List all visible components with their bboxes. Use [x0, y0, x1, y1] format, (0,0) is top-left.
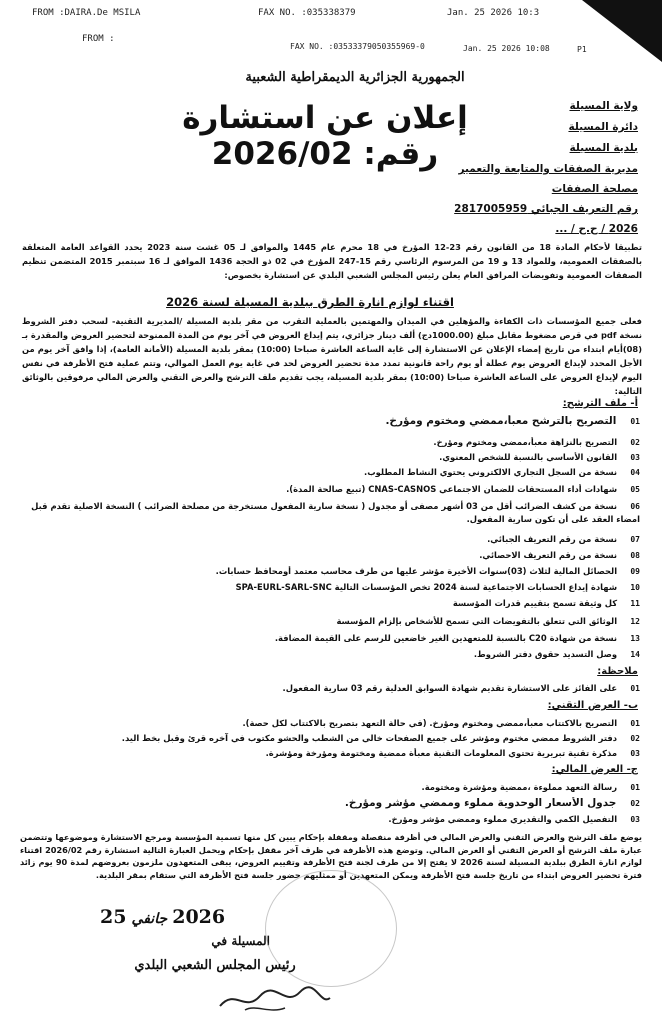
item-text: نسخة من شهادة C20 بالنسبة للمتعهدين الغير خاضعين للرسم على القيمة المضافة.	[274, 633, 618, 643]
header-directorate: مديرية الصفقات والمتابعة والتعمير	[458, 163, 638, 175]
submission-paragraph: يوضع ملف الترشح والعرض التقني والعرض المالي في أظرفة منفصلة ومقفلة بإحكام يبين كل منها تسمية المؤسسة ومرجع الاستشارة وموضوعها وتتضمن عبارة ملف الترشح أو العرض التقني أو العرض المالي. وتوضع هذه الأظرفة في ظرف آخر مقفل بإحكام ويحمل العبارة التالية استشارة رقم 2026/02 اقتناء لوازم انارة الطرق ببلدية المسيلة لسنة 2026 لا يفتح إلا من طرف لجنة فتح الأظرفة وتقييم العروض، يبقى المتعهدون ملزمون بعروضهم لمدة 90 يوم زائد فترة تحضير العروض ابتداء من تاريخ جلسة فتح الأظرفة ويمكن المتعهدين أو ممثليهم حضور جلسة فتح الأظرفة التي ستقام بمقر البلدية.	[20, 832, 642, 880]
item-number: 10	[630, 583, 640, 592]
header-service: مصلحة الصفقات	[551, 183, 638, 195]
list-item	[22, 683, 640, 693]
section-candidacy-title: أ- ملف الترشح:	[562, 398, 638, 409]
intro-paragraph: تطبيقا لأحكام المادة 18 من القانون رقم 23-12 المؤرخ في 18 محرم عام 1445 والموافق لـ 05 غشت سنة 2023 يحدد القواعد العامة المتعلقة بالصفقات العمومية، وللمواد 13 و 19 من المرسوم الرئاسي رقم 15-247 المؤرخ في 02 ذو الحجة 1436 الموافق لـ 16 سبتمبر 2015 المتضمن تنظيم الصفقات العمومية وتفويضات المرافق العام يعلن رئيس المجلس الشعبي البلدي عن استشارة بخصوص:	[22, 242, 642, 280]
section-technical-title: ب- العرض التقني:	[547, 700, 638, 711]
list-item	[22, 797, 640, 809]
item-number: 09	[630, 567, 640, 576]
list-item	[22, 566, 640, 576]
date-place: المسيلة في	[211, 934, 270, 948]
note-title: ملاحظة:	[597, 666, 638, 677]
list-item	[22, 415, 640, 427]
consultation-subject: اقتناء لوازم انارة الطرق ببلدية المسيلة لسنة 2026	[166, 295, 454, 309]
item-text: التصريح بالاكتتاب معبأ،ممضي ومختوم ومؤرخ. (في حالة التعهد بتصريح بالاكتتاب لكل حصة).	[242, 718, 618, 728]
item-number: 11	[630, 599, 640, 608]
list-item	[22, 814, 640, 824]
item-text: التفصيل الكمي والتقديري مملوء وممضي مؤشر ومؤرخ.	[388, 814, 618, 824]
body-paragraph: فعلى جميع المؤسسات ذات الكفاءة والمؤهلين في الميدان والمهتمين بالعملية التقرب من مقر بلدية المسيلة /المديرية التقنية- لسحب دفتر الشروط نسخة pdf في قرص مضغوط مقابل مبلغ (1000.00دج) ألف دينار جزائري، يتم إيداع العروض في آخر يوم من المدة الممنوحة لتحضير العروض والمقدرة بـ (08)أيام ابتداء من تاريخ إمضاء الإعلان عن الاستشارة إلى غاية الساعة العاشرة صباحا (10:00) بمقر بلدية المسيلة (الأمانة العامة)، إذا وافق آخر يوم من الأجل المحدد لإيداع العروض يوم عطلة أو يوم راحة قانونية تمدد مدة تحضير العروض لحد في غاية يوم العمل الموالي، وتتم عملية فتح الأظرفة في نفس اليوم لإيداع العروض على الساعة العاشرة صباحا (10:00) بمقر بلدية المسيلة، يجب تقديم ملف الترشح والعرض التقني والعرض المالي مرفوقين بالوثائق التالية:	[22, 316, 642, 396]
signatory-title: رئيس المجلس الشعبي البلدي	[134, 958, 296, 973]
date-day: 25	[100, 906, 127, 928]
header-reference: 2026 / ح.ح / ...	[555, 223, 638, 235]
list-item	[22, 718, 640, 728]
handwritten-signature	[215, 978, 335, 1018]
item-text: القانون الأساسي بالنسبة للشخص المعنوي.	[439, 452, 618, 462]
item-text: كل وثيقة تسمح بتقييم قدرات المؤسسة	[452, 598, 618, 608]
list-item	[22, 598, 640, 608]
page-title: إعلان عن استشارة رقم: 2026/02	[182, 100, 468, 172]
fax-page: P1	[577, 45, 587, 54]
fax-number-2	[290, 42, 425, 51]
list-item	[22, 633, 640, 643]
item-number: 01	[630, 783, 640, 792]
item-text: الحصائل المالية لثلاث (03)سنوات الأخيرة مؤشر عليها من طرف محاسب معتمد أومحافظ حسابات.	[215, 566, 618, 576]
header-daira: دائرة المسيلة	[568, 121, 638, 133]
item-text: شهادات أداء المستحقات للضمان الاجتماعي CNAS-CASNOS (تبيع صالحة المدة).	[286, 484, 618, 494]
item-number: 03	[630, 453, 640, 462]
item-number: 07	[630, 535, 640, 544]
item-number: 13	[630, 634, 640, 643]
item-number: 08	[630, 551, 640, 560]
scan-corner-shadow	[582, 0, 662, 62]
list-item	[22, 582, 640, 592]
item-text: وصل التسديد حقوق دفتر الشروط.	[473, 649, 618, 659]
list-item	[22, 437, 640, 447]
list-item	[22, 452, 640, 462]
item-text: نسخة من السجل التجاري الالكتروني يحتوي النشاط المطلوب.	[364, 467, 618, 477]
item-text: الوثائق التي تتعلق بالتفويضات التي تسمح للأشخاص بإلزام المؤسسة	[336, 616, 618, 626]
fax-number-2-b: 0355969-0	[381, 42, 425, 51]
item-number: 03	[630, 749, 640, 758]
header-commune: بلدية المسيلة	[569, 142, 638, 154]
list-item	[22, 733, 640, 743]
fax-date-2: Jan. 25 2026 10:08	[463, 44, 550, 53]
list-item	[22, 748, 640, 758]
item-text: التصريح بالترشح معبأ،ممضي ومختوم ومؤرخ.	[385, 415, 617, 427]
item-number: 06	[630, 502, 640, 511]
item-number: 05	[630, 485, 640, 494]
item-text: رسالة التعهد مملوءة ،ممضية ومؤشرة ومختومة.	[421, 782, 618, 792]
item-number: 12	[630, 617, 640, 626]
item-number: 04	[630, 468, 640, 477]
item-number: 01	[630, 719, 640, 728]
item-text: على الفائز على الاستشارة تقديم شهادة السوابق العدلية رقم 03 سارية المفعول.	[282, 683, 618, 693]
item-text: نسخة من رقم التعريف الاحصائي.	[479, 550, 618, 560]
item-text: دفتر الشروط ممضي مختوم ومؤشر على جميع الصفحات خالي من الشطب والحشو مكتوب في آخره قرئ وقبل بخط اليد.	[121, 733, 618, 743]
list-item	[22, 782, 640, 792]
item-number: 14	[630, 650, 640, 659]
list-item	[22, 467, 640, 477]
item-number: 02	[630, 734, 640, 743]
date-month: جانفي	[131, 911, 168, 927]
date-year: 2026	[172, 906, 226, 928]
list-item	[22, 534, 640, 544]
list-item	[22, 616, 640, 626]
list-item	[22, 550, 640, 560]
item-number: 01	[630, 684, 640, 693]
fax-number-2-a: FAX NO. :0353337905	[290, 42, 382, 51]
item-text: نسخة من كشف الضرائب أقل من 03 أشهر مصفى أو مجدول ( نسخة سارية المفعول مستخرجة من مصلحة الضرائب ) النسخة الاصلية تقدم قبل امضاء العقد على أن تكون سارية المفعول.	[31, 501, 640, 524]
list-item	[22, 649, 640, 659]
item-number: 03	[630, 815, 640, 824]
item-number: 02	[630, 438, 640, 447]
item-number: 02	[630, 799, 640, 808]
issue-date	[100, 906, 225, 928]
republic-heading: الجمهورية الجزائرية الديمقراطية الشعبية	[245, 70, 465, 85]
list-item	[22, 500, 640, 526]
item-text: مذكرة تقنية تبريرية تحتوي المعلومات التقنية معبأة ممضية ومختومة ومؤرخة ومؤشرة.	[265, 748, 618, 758]
fax-number-1: FAX NO. :035338379	[258, 8, 356, 18]
item-number: 01	[630, 417, 640, 426]
header-tax-id: رقم التعريف الجبائي 2817005959	[454, 203, 638, 215]
fax-date-1: Jan. 25 2026 10:3	[447, 8, 540, 18]
fax-from-1: FROM :DAIRA.De MSILA	[32, 8, 141, 18]
section-financial-title: ج- العرض المالي:	[551, 764, 638, 775]
fax-from-2: FROM :	[82, 34, 115, 44]
list-item	[22, 484, 640, 494]
item-text: شهادة إيداع الحسابات الاجتماعية لسنة 2024 تخص المؤسسات التالية SPA-EURL-SARL-SNC	[235, 582, 618, 592]
item-text: نسخة من رقم التعريف الجبائي.	[487, 534, 618, 544]
header-wilaya: ولاية المسيلة	[569, 100, 638, 112]
item-text: جدول الأسعار الوحدوية مملوء وممضي مؤشر ومؤرخ.	[344, 797, 617, 809]
item-text: التصريح بالنزاهة معبأ،ممضي ومختوم ومؤرخ.	[433, 437, 618, 447]
